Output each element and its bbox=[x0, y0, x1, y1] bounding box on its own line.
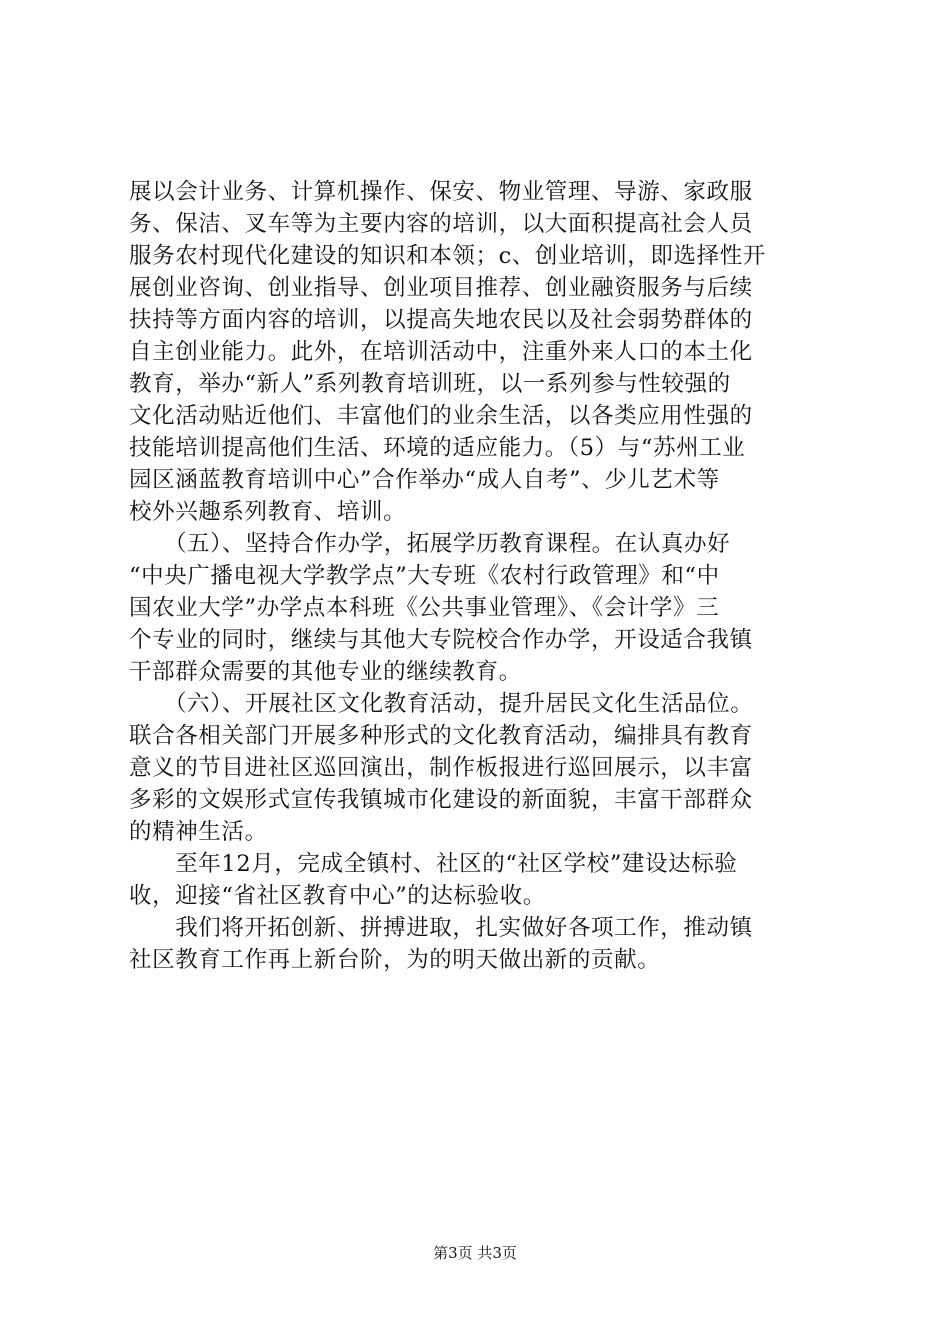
text-line: 务、保洁、叉车等为主要内容的培训，以大面积提高社会人员 bbox=[129, 211, 753, 237]
text-line: 服务农村现代化建设的知识和本领；c、创业培训，即选择性开 bbox=[129, 243, 766, 269]
text-line: 至年12月，完成全镇村、社区的“社区学校”建设达标验 bbox=[129, 851, 738, 877]
text-line: 园区涵蓝教育培训中心”合作举办“成人自考”、少儿艺术等 bbox=[129, 467, 720, 493]
text-line: 意义的节目进社区巡回演出，制作板报进行巡回展示，以丰富 bbox=[129, 755, 753, 781]
text-line: 我们将开拓创新、拼搏进取，扎实做好各项工作，推动镇 bbox=[129, 915, 753, 941]
text-line: 个专业的同时，继续与其他大专院校合作办学，开设适合我镇 bbox=[129, 627, 753, 653]
body-text bbox=[129, 176, 829, 976]
text-line: 技能培训提高他们生活、环境的适应能力。（5）与“苏州工业 bbox=[129, 435, 746, 461]
text-line: “中央广播电视大学教学点”大专班《农村行政管理》和“中 bbox=[129, 563, 720, 589]
text-line: 收，迎接“省社区教育中心”的达标验收。 bbox=[129, 883, 546, 909]
text-line: 自主创业能力。此外，在培训活动中，注重外来人口的本土化 bbox=[129, 339, 753, 365]
text-line: 扶持等方面内容的培训，以提高失地农民以及社会弱势群体的 bbox=[129, 307, 753, 333]
text-line: （六）、开展社区文化教育活动，提升居民文化生活品位。 bbox=[129, 691, 754, 717]
text-line: 联合各相关部门开展多种形式的文化教育活动，编排具有教育 bbox=[129, 723, 753, 749]
text-line: 展创业咨询、创业指导、创业项目推荐、创业融资服务与后续 bbox=[129, 275, 753, 301]
text-line: 国农业大学”办学点本科班《公共事业管理》、《会计学》三 bbox=[129, 595, 720, 621]
text-line: 展以会计业务、计算机操作、保安、物业管理、导游、家政服 bbox=[129, 179, 753, 205]
text-line: 的精神生活。 bbox=[129, 819, 268, 845]
text-line: （五）、坚持合作办学，拓展学历教育课程。在认真办好 bbox=[129, 531, 731, 557]
text-line: 文化活动贴近他们、丰富他们的业余生活，以各类应用性强的 bbox=[129, 403, 753, 429]
text-line: 多彩的文娱形式宣传我镇城市化建设的新面貌，丰富干部群众 bbox=[129, 787, 753, 813]
page-number-footer: 第3页 共3页 bbox=[433, 1244, 517, 1262]
text-line: 教育，举办“新人”系列教育培训班，以一系列参与性较强的 bbox=[129, 371, 731, 397]
text-line: 干部群众需要的其他专业的继续教育。 bbox=[129, 659, 522, 685]
text-line: 校外兴趣系列教育、培训。 bbox=[129, 499, 407, 525]
text-line: 社区教育工作再上新台阶，为的明天做出新的贡献。 bbox=[129, 947, 661, 973]
